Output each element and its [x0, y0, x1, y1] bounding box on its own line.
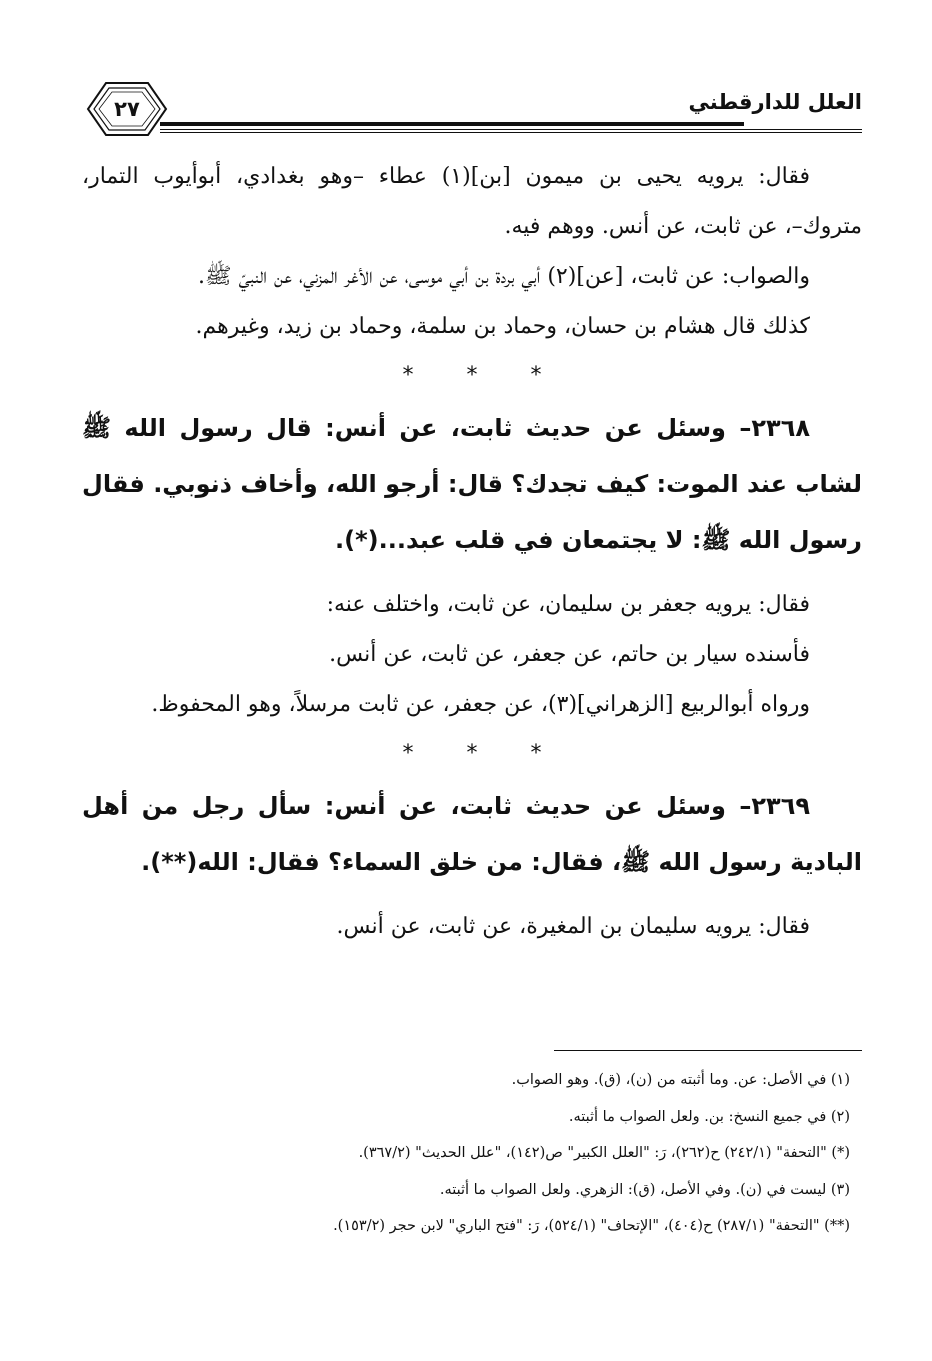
entry-heading-2368: ٢٣٦٨– وسئل عن حديث ثابت، عن أنس: قال رسول الله ﷺ لشاب عند الموت: كيف تجدك؟ قال: أرجو الله، وأخاف ذنوبي. فقال رسول الله ﷺ: لا يجتمعان في قلب عبد...(*). [82, 414, 862, 554]
entry-heading-2369: ٢٣٦٩– وسئل عن حديث ثابت، عن أنس: سأل رجل من أهل البادية رسول الله ﷺ، فقال: من خلق السماء؟ فقال: الله(**). [82, 792, 862, 876]
paragraph: فقال: يرويه يحيى بن ميمون [بن](١) عطاء –وهو بغدادي، أبوأيوب التمار، متروك–، عن ثابت، عن أنس. ووهم فيه. [82, 164, 862, 239]
paragraph: كذلك قال هشام بن حسان، وحماد بن سلمة، وحماد بن زيد، وغيرهم. [195, 314, 810, 339]
header-rule-thick [160, 122, 744, 126]
paragraph: والصواب: عن ثابت، [عن](٢) أبي بردة بن أبي موسى، عن الأغر المزني، عن النبيّ ﷺ. [198, 264, 810, 289]
footnote: (*) "التحفة" (٢٤٢/١) ح(٢٦٢)، رَ: "العلل الكبير" ص(١٤٢)، "علل الحديث" (٣٦٧/٢). [358, 1145, 850, 1161]
footnotes [82, 1062, 862, 1245]
main-text [82, 152, 862, 952]
footnote: (٣) ليست في (ن). وفي الأصل، (ق): الزهري. ولعل الصواب ما أثبته. [439, 1181, 850, 1198]
header-rule-thin [160, 129, 862, 130]
paragraph: ورواه أبوالربيع [الزهراني](٣)، عن جعفر، عن ثابت مرسلاً، وهو المحفوظ. [151, 692, 810, 717]
footnote: (**) "التحفة" (٢٨٧/١) ح(٤٠٤)، "الإتحاف" (٥٢٤/١)، رَ: "فتح الباري" لابن حجر (١٥٣/٢). [333, 1218, 850, 1234]
paragraph: فقال: يرويه جعفر بن سليمان، عن ثابت، واختلف عنه: [326, 592, 810, 617]
footnote: (٢) في جميع النسخ: بن. ولعل الصواب ما أثبته. [568, 1108, 850, 1125]
paragraph: فقال: يرويه سليمان بن المغيرة، عن ثابت، عن أنس. [336, 914, 810, 939]
page-header [86, 80, 862, 140]
page-number: ٢٧ [114, 97, 140, 121]
running-title: العلل للدارقطني [688, 90, 862, 114]
page-number-badge [86, 80, 168, 138]
paragraph: فأسنده سيار بن حاتم، عن جعفر، عن ثابت، عن أنس. [329, 642, 810, 667]
section-separator: * * * [402, 363, 542, 388]
header-rule-thin [160, 132, 862, 133]
footnote-separator [554, 1050, 862, 1051]
footnote: (١) في الأصل: عن. وما أثبته من (ن)، (ق). وهو الصواب. [511, 1072, 850, 1088]
section-separator: * * * [402, 741, 542, 766]
